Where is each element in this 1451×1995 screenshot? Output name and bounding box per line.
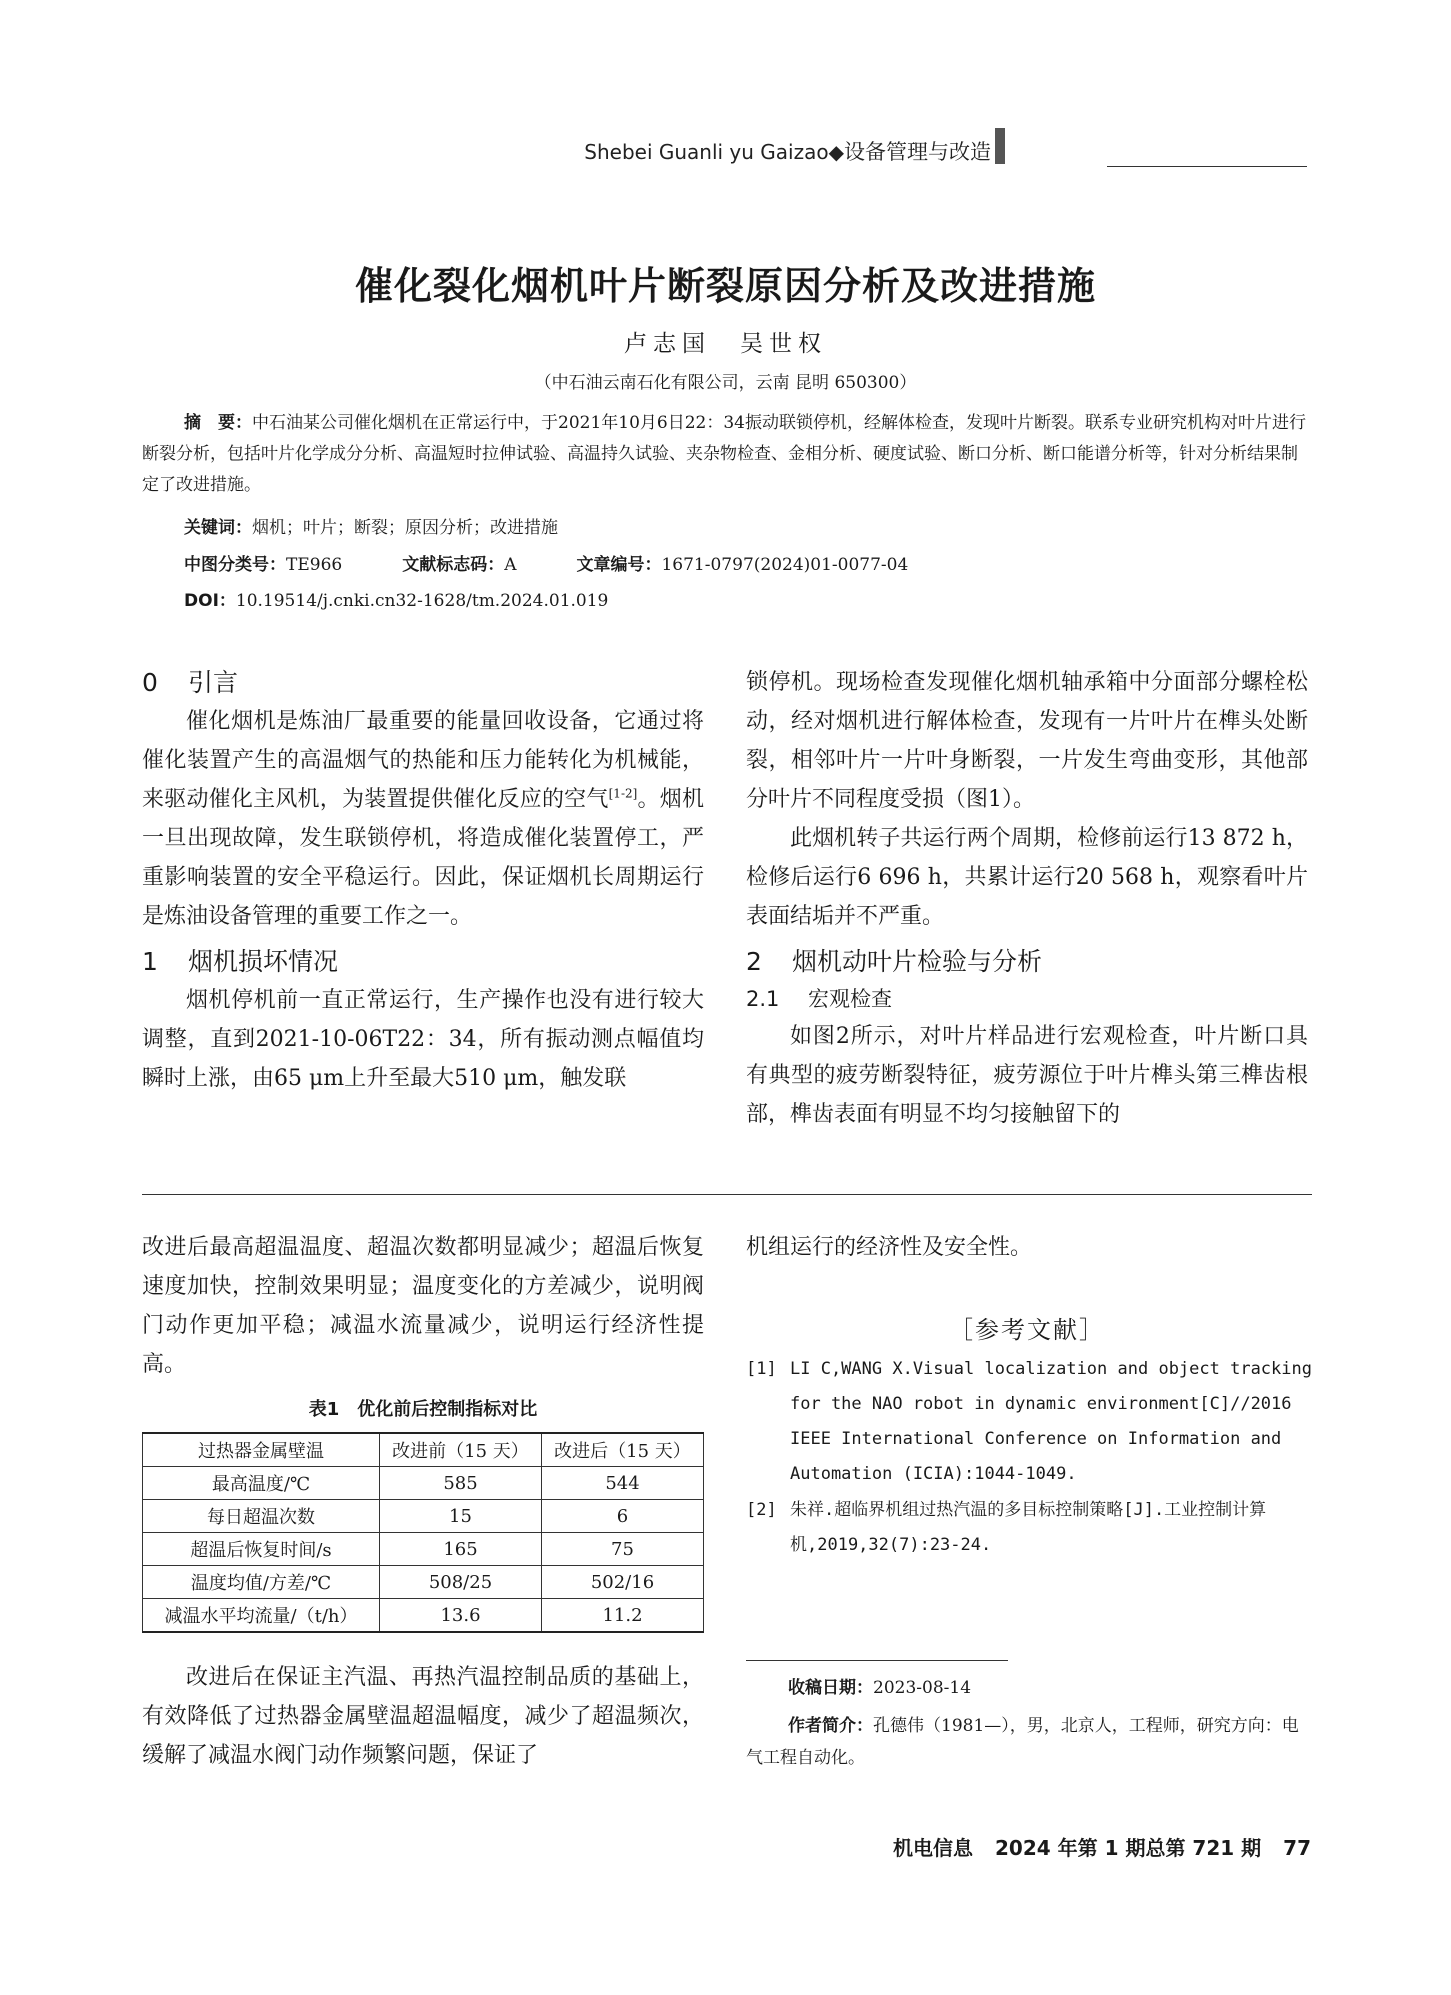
doc-code-label: 文献标志码：: [402, 555, 505, 575]
doi-value: 10.19514/j.cnki.cn32-1628/tm.2024.01.019: [235, 591, 609, 611]
reference-item: [746, 1352, 1312, 1492]
running-header-latin: Shebei Guanli yu Gaizao: [584, 140, 829, 164]
article-number-value: 1671-0797(2024)01-0077-04: [661, 555, 909, 575]
table-header-row: [143, 1433, 704, 1467]
table-cell: 544: [542, 1467, 704, 1500]
citation-superscript: [1-2]: [608, 786, 638, 801]
classification-line: [142, 550, 1312, 581]
references-heading: ［参考文献］: [949, 1316, 1105, 1344]
article-number-label: 文章编号：: [576, 555, 662, 575]
doi-line: [142, 586, 1312, 617]
section-0-heading: 0 引言: [142, 668, 239, 697]
keywords: [142, 513, 1312, 544]
affiliation: （中石油云南石化有限公司，云南 昆明 650300）: [534, 373, 917, 393]
abstract-label: 摘 要：: [184, 413, 252, 433]
table-row: [143, 1599, 704, 1633]
table-cell: 11.2: [542, 1599, 704, 1633]
results-paragraph: 改进后最高超温温度、超温次数都明显减少；超温后恢复速度加快，控制效果明显；温度变化的方差减少，说明阀门动作更加平稳；减温水流量减少，说明运行经济性提高。: [142, 1235, 704, 1377]
running-header: [584, 136, 991, 166]
author-bio: [746, 1710, 1312, 1774]
keywords-label: 关键词：: [184, 518, 252, 538]
table-cell: 165: [380, 1533, 542, 1566]
section-0-paragraph: 催化烟机是炼油厂最重要的能量回收设备，它通过将催化装置产生的高温烟气的热能和压力能转化为机械能，来驱动催化主风机，为装置提供催化反应的空气[1-2]。烟机一旦出现故障，发生联锁停机，将造成催化装置停工，严重影响装置的安全平稳运行。因此，保证烟机长周期运行是炼油设备管理的重要工作之一。: [142, 709, 704, 929]
table-header-cell: 改进前（15 天）: [380, 1433, 542, 1467]
header-bar-decoration: [995, 128, 1005, 164]
page-footer: [893, 1832, 1311, 1861]
issue-info: 2024 年第 1 期总第 721 期: [995, 1836, 1262, 1860]
table-cell: 15: [380, 1500, 542, 1533]
header-rule: [1107, 166, 1307, 167]
keywords-text: 烟机；叶片；断裂；原因分析；改进措施: [252, 518, 558, 538]
reference-text: 朱祥.超临界机组过热汽温的多目标控制策略[J].工业控制计算机,2019,32(7):23-24.: [790, 1500, 1267, 1555]
clc-label: 中图分类号：: [184, 555, 286, 575]
article-title: 催化裂化烟机叶片断裂原因分析及改进措施: [354, 264, 1096, 308]
table-cell: 每日超温次数: [143, 1500, 380, 1533]
table-caption: 表1 优化前后控制指标对比: [308, 1399, 538, 1420]
section-1-paragraph: 烟机停机前一直正常运行，生产操作也没有进行较大调整，直到2021-10-06T22：34，所有振动测点幅值均瞬时上涨，由65 μm上升至最大510 μm，触发联: [142, 988, 704, 1091]
table-row: [143, 1500, 704, 1533]
reference-item: [746, 1493, 1312, 1563]
reference-number: [2]: [746, 1500, 777, 1520]
table-cell: 减温水平均流量/（t/h）: [143, 1599, 380, 1633]
comparison-table: [142, 1432, 704, 1633]
journal-name: 机电信息: [893, 1836, 973, 1860]
author-bio-text: 孔德伟（1981—），男，北京人，工程师，研究方向：电气工程自动化。: [746, 1716, 1299, 1768]
conclusion-continuation: 机组运行的经济性及安全性。: [746, 1235, 1033, 1260]
section-1-runtime-paragraph: 此烟机转子共运行两个周期，检修前运行13 872 h，检修后运行6 696 h，共累计运行20 568 h，观察看叶片表面结垢并不严重。: [746, 826, 1308, 929]
table-cell: 585: [380, 1467, 542, 1500]
table-cell: 6: [542, 1500, 704, 1533]
section-1-heading: 1 烟机损坏情况: [142, 947, 339, 976]
table-cell: 最高温度/℃: [143, 1467, 380, 1500]
table-header-cell: 改进后（15 天）: [542, 1433, 704, 1467]
body-left-column-top: [142, 663, 704, 1098]
received-value: 2023-08-14: [873, 1678, 972, 1698]
author-bio-label: 作者简介：: [788, 1716, 873, 1736]
diamond-icon: ◆: [828, 140, 844, 164]
table-row: [143, 1533, 704, 1566]
table-header-cell: 过热器金属壁温: [143, 1433, 380, 1467]
body-right-column-bottom: [746, 1228, 1308, 1267]
table-row: [143, 1566, 704, 1599]
body-left-column-conclusion: [142, 1658, 704, 1775]
table-cell: 75: [542, 1533, 704, 1566]
authors: 卢志国 吴世权: [624, 331, 827, 357]
table-cell: 502/16: [542, 1566, 704, 1599]
table-cell: 13.6: [380, 1599, 542, 1633]
table-cell: 508/25: [380, 1566, 542, 1599]
body-right-column-top: [746, 663, 1308, 1134]
running-header-chinese: 设备管理与改造: [844, 140, 991, 164]
table-cell: 温度均值/方差/℃: [143, 1566, 380, 1599]
received-label: 收稿日期：: [788, 1678, 873, 1698]
section-divider-rule: [142, 1194, 1312, 1195]
doc-code-value: A: [504, 555, 517, 575]
table-row: [143, 1467, 704, 1500]
abstract-text: 中石油某公司催化烟机在正常运行中，于2021年10月6日22：34振动联锁停机，经解体检查，发现叶片断裂。联系专业研究机构对叶片进行断裂分析，包括叶片化学成分分析、高温短时拉伸试验、高温持久试验、夹杂物检查、金相分析、硬度试验、断口分析、断口能谱分析等，针对分析结果制定了改进措施。: [142, 413, 1306, 495]
abstract: [142, 408, 1312, 501]
footnote-rule: [746, 1660, 1008, 1661]
body-left-column-bottom: [142, 1228, 704, 1384]
received-date: [746, 1672, 1312, 1704]
reference-text: LI C,WANG X.Visual localization and object tracking for the NAO robot in dynamic environment[C]//2016 IEEE International Conference on Information and Automation (ICIA):1044-1049.: [790, 1359, 1312, 1484]
section-1-continuation: 锁停机。现场检查发现催化烟机轴承箱中分面部分螺栓松动，经对烟机进行解体检查，发现有一片叶片在榫头处断裂，相邻叶片一片叶身断裂，一片发生弯曲变形，其他部分叶片不同程度受损（图1）。: [746, 670, 1308, 812]
section-2-heading: 2 烟机动叶片检验与分析: [746, 947, 1043, 976]
clc-value: TE966: [286, 555, 343, 575]
reference-number: [1]: [746, 1359, 777, 1379]
section-2-1-paragraph: 如图2所示，对叶片样品进行宏观检查，叶片断口具有典型的疲劳断裂特征，疲劳源位于叶片榫头第三榫齿根部，榫齿表面有明显不均匀接触留下的: [746, 1024, 1308, 1127]
doi-label: DOI：: [184, 591, 236, 611]
table-cell: 超温后恢复时间/s: [143, 1533, 380, 1566]
section-2-1-heading: 2.1 宏观检查: [746, 987, 892, 1011]
conclusion-paragraph: 改进后在保证主汽温、再热汽温控制品质的基础上，有效降低了过热器金属壁温超温幅度，减少了超温频次，缓解了减温水阀门动作频繁问题，保证了: [142, 1665, 704, 1768]
page-number: 77: [1283, 1836, 1311, 1860]
